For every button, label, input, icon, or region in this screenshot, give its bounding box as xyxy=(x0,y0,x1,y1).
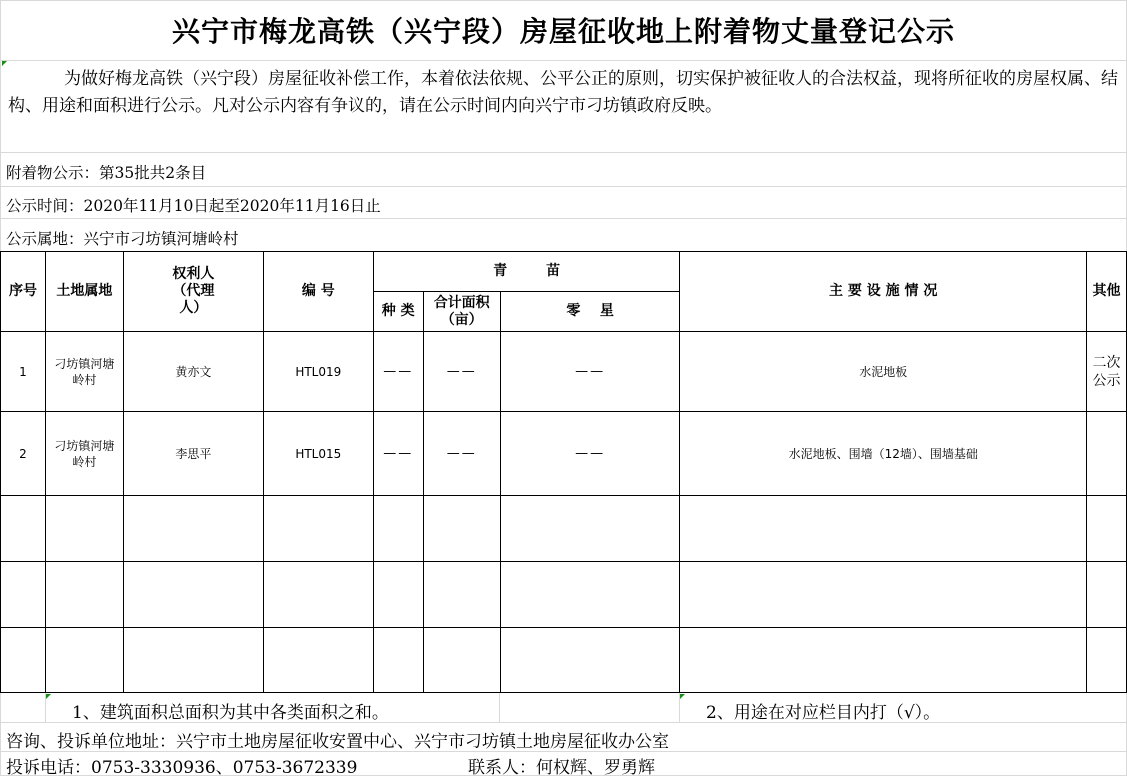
row-land: 刁坊镇河塘岭村 xyxy=(45,332,123,412)
header-code: 编 号 xyxy=(263,252,373,332)
header-kind: 种 类 xyxy=(373,292,423,332)
header-crops: 青 苗 xyxy=(373,252,680,292)
batch-info: 附着物公示：第35批共2条目 xyxy=(6,164,207,182)
row-land: 刁坊镇河塘岭村 xyxy=(45,412,123,496)
table-header-row xyxy=(1,252,1127,292)
gridline xyxy=(0,186,1127,187)
row-kind: —— xyxy=(373,412,423,496)
header-scattered: 零 星 xyxy=(500,292,680,332)
row-facilities: 水泥地板 xyxy=(680,332,1086,412)
row-code: HTL015 xyxy=(263,412,373,496)
row-seq: 1 xyxy=(1,332,46,412)
cell-marker xyxy=(2,61,7,66)
row-area: —— xyxy=(423,332,500,412)
registry-table xyxy=(0,251,1127,693)
header-owner: 权利人（代理人） xyxy=(123,252,263,332)
table-row-empty xyxy=(1,496,1127,562)
header-area: 合计面积（亩） xyxy=(423,292,500,332)
cell-marker xyxy=(680,694,685,699)
gridline xyxy=(0,152,1127,153)
header-land: 土地属地 xyxy=(45,252,123,332)
cell-marker xyxy=(46,694,51,699)
row-seq: 2 xyxy=(1,412,46,496)
period-info: 公示时间：2020年11月10日起至2020年11月16日止 xyxy=(6,197,381,215)
page-title: 兴宁市梅龙高铁（兴宁段）房屋征收地上附着物丈量登记公示 xyxy=(171,15,955,48)
contact-phone: 投诉电话：0753-3330936、0753-3672339 xyxy=(6,758,358,778)
table-row xyxy=(1,332,1127,412)
row-other: 二次公示 xyxy=(1086,332,1126,412)
gridline xyxy=(0,218,1127,219)
row-owner: 黄亦文 xyxy=(123,332,263,412)
location-info: 公示属地：兴宁市刁坊镇河塘岭村 xyxy=(6,230,239,248)
contact-person: 联系人：何权辉、罗勇辉 xyxy=(468,758,655,778)
row-scattered: —— xyxy=(500,412,680,496)
header-seq: 序号 xyxy=(1,252,46,332)
intro-paragraph: 为做好梅龙高铁（兴宁段）房屋征收补偿工作，本着依法依规、公平公正的原则，切实保护被征收人的合法权益，现将所征收的房屋权属、结构、用途和面积进行公示。凡对公示内容有争议的，请在公示时间内向兴宁市刁坊镇政府反映。 xyxy=(8,69,1118,116)
gridline xyxy=(0,60,1127,61)
row-facilities: 水泥地板、围墙（12墙）、围墙基础 xyxy=(680,412,1086,496)
row-owner: 李思平 xyxy=(123,412,263,496)
row-other xyxy=(1086,412,1126,496)
row-kind: —— xyxy=(373,332,423,412)
note-1: 1、建筑面积总面积为其中各类面积之和。 xyxy=(72,703,389,723)
header-other: 其他 xyxy=(1086,252,1126,332)
row-code: HTL019 xyxy=(263,332,373,412)
table-row-empty xyxy=(1,562,1127,628)
gridline xyxy=(499,693,500,722)
header-facilities: 主 要 设 施 情 况 xyxy=(680,252,1086,332)
row-scattered: —— xyxy=(500,332,680,412)
table-row-empty xyxy=(1,628,1127,693)
contact-address: 咨询、投诉单位地址：兴宁市土地房屋征收安置中心、兴宁市刁坊镇土地房屋征收办公室 xyxy=(6,732,669,752)
note-2: 2、用途在对应栏目内打（√）。 xyxy=(706,703,941,723)
row-area: —— xyxy=(423,412,500,496)
table-row xyxy=(1,412,1127,496)
